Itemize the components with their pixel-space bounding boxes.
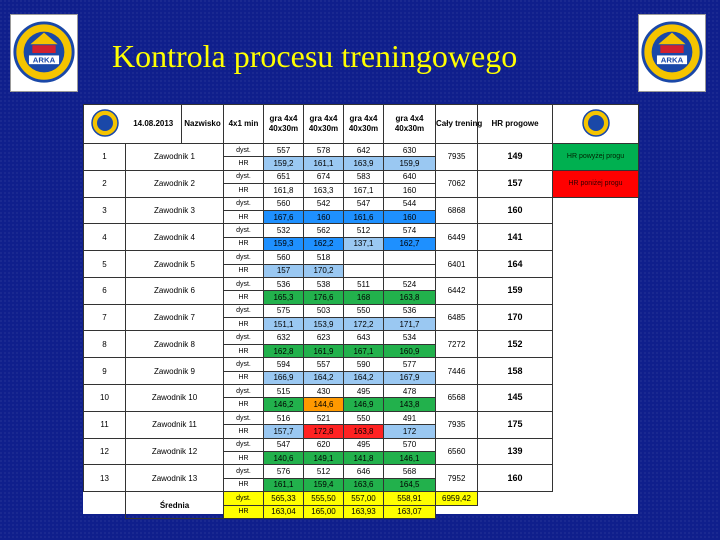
total-distance: 7952 [436,465,478,492]
row-type: HR [224,210,264,223]
total-distance: 6449 [436,224,478,251]
player-name: Zawodnik 2 [126,170,224,197]
distance-cell: 562 [304,224,344,237]
empty-cell [553,465,639,492]
distance-cell: 512 [344,224,384,237]
slide-title: Kontrola procesu treningowego [112,38,518,74]
player-number: 3 [84,197,126,224]
hr-cell: 164,2 [304,371,344,384]
empty-cell [436,505,478,518]
hr-cell: 172,2 [344,318,384,331]
hr-threshold: 157 [478,170,553,197]
distance-cell: 642 [344,144,384,157]
club-crest-icon [639,15,705,91]
total-distance: 7446 [436,358,478,385]
player-name: Zawodnik 9 [126,358,224,385]
svg-text:ARKA: ARKA [32,55,56,65]
player-number: 7 [84,304,126,331]
header-col-3: gra 4x4 40x30m [344,105,384,144]
empty-cell [553,438,639,465]
distance-cell: 674 [304,170,344,183]
table-row [84,170,639,183]
distance-cell: 503 [304,304,344,317]
distance-cell: 575 [264,304,304,317]
hr-cell: 161,1 [304,157,344,170]
player-name: Zawodnik 3 [126,197,224,224]
hr-cell: 149,1 [304,451,344,464]
player-number: 6 [84,277,126,304]
total-distance: 7062 [436,170,478,197]
distance-cell: 515 [264,385,304,398]
distance-cell: 478 [384,385,436,398]
distance-cell: 557 [264,144,304,157]
distance-cell: 570 [384,438,436,451]
hr-cell: 164,2 [344,371,384,384]
hr-cell: 170,2 [304,264,344,277]
distance-cell: 516 [264,411,304,424]
hr-cell: 157,7 [264,425,304,438]
hr-threshold: 175 [478,411,553,438]
header-type: 4x1 min [224,105,264,144]
hr-cell: 168 [344,291,384,304]
hr-cell: 159,2 [264,157,304,170]
row-type: HR [224,505,264,518]
hr-cell: 146,1 [384,451,436,464]
distance-cell: 583 [344,170,384,183]
hr-threshold: 159 [478,277,553,304]
hr-cell: 161,8 [264,184,304,197]
distance-cell: 623 [304,331,344,344]
empty-cell [553,331,639,358]
hr-threshold: 145 [478,385,553,412]
average-hr: 163,93 [344,505,384,518]
hr-cell: 162,8 [264,344,304,357]
player-name: Zawodnik 5 [126,251,224,278]
distance-cell: 646 [344,465,384,478]
total-distance: 6868 [436,197,478,224]
distance-cell: 620 [304,438,344,451]
distance-cell: 430 [304,385,344,398]
club-logo-right [638,14,706,92]
table-row [84,251,639,264]
hr-cell: 163,6 [344,478,384,491]
row-type: HR [224,264,264,277]
player-name: Zawodnik 13 [126,465,224,492]
empty-cell [84,492,126,519]
total-distance: 7935 [436,144,478,171]
club-logo-left [10,14,78,92]
hr-cell: 172,8 [304,425,344,438]
player-name: Zawodnik 12 [126,438,224,465]
distance-cell: 542 [304,197,344,210]
distance-cell: 651 [264,170,304,183]
hr-cell: 162,7 [384,237,436,250]
row-type: HR [224,291,264,304]
row-type: HR [224,184,264,197]
distance-cell: 518 [304,251,344,264]
distance-cell: 521 [304,411,344,424]
hr-threshold: 141 [478,224,553,251]
hr-threshold: 139 [478,438,553,465]
empty-cell [553,358,639,385]
distance-cell: 550 [344,411,384,424]
player-number: 9 [84,358,126,385]
average-total: 6959,42 [436,492,478,505]
average-label: Średnia [126,492,224,519]
empty-cell [553,197,639,224]
hr-threshold: 170 [478,304,553,331]
hr-cell: 172 [384,425,436,438]
hr-cell: 164,5 [384,478,436,491]
total-distance: 6568 [436,385,478,412]
hr-cell: 143,8 [384,398,436,411]
table-row [84,144,639,157]
distance-cell: 577 [384,358,436,371]
hr-cell: 176,6 [304,291,344,304]
hr-cell: 161,6 [344,210,384,223]
hr-cell: 167,9 [384,371,436,384]
empty-cell [553,385,639,412]
hr-cell: 161,1 [264,478,304,491]
club-crest-icon [581,108,611,138]
distance-cell: 547 [264,438,304,451]
total-distance: 6485 [436,304,478,331]
player-name: Zawodnik 4 [126,224,224,251]
table-row [84,224,639,237]
row-type: dyst. [224,492,264,505]
player-number: 1 [84,144,126,171]
distance-cell: 547 [344,197,384,210]
hr-threshold: 164 [478,251,553,278]
row-type: HR [224,451,264,464]
hr-cell: 146,2 [264,398,304,411]
distance-cell: 536 [384,304,436,317]
distance-cell: 576 [264,465,304,478]
row-type: HR [224,344,264,357]
distance-cell: 643 [344,331,384,344]
average-hr: 163,07 [384,505,436,518]
player-number: 5 [84,251,126,278]
distance-cell: 524 [384,277,436,290]
row-type: dyst. [224,411,264,424]
total-distance: 7272 [436,331,478,358]
row-type: HR [224,425,264,438]
row-type: dyst. [224,331,264,344]
distance-cell: 557 [304,358,344,371]
distance-cell: 560 [264,251,304,264]
row-type: dyst. [224,144,264,157]
player-name: Zawodnik 6 [126,277,224,304]
hr-cell: 167,6 [264,210,304,223]
player-name: Zawodnik 10 [126,385,224,412]
hr-cell: 159,4 [304,478,344,491]
svg-text:ARKA: ARKA [660,55,684,65]
average-distance: 565,33 [264,492,304,505]
hr-cell: 163,3 [304,184,344,197]
hr-threshold: 160 [478,465,553,492]
distance-cell: 491 [384,411,436,424]
hr-cell [344,264,384,277]
hr-cell: 137,1 [344,237,384,250]
distance-cell: 538 [304,277,344,290]
distance-cell: 495 [344,385,384,398]
hr-threshold: 158 [478,358,553,385]
total-distance: 6401 [436,251,478,278]
distance-cell: 511 [344,277,384,290]
row-type: HR [224,478,264,491]
distance-cell: 536 [264,277,304,290]
player-name: Zawodnik 11 [126,411,224,438]
table-row [84,411,639,424]
table-row [84,304,639,317]
hr-cell: 163,8 [344,425,384,438]
club-crest-icon [11,15,77,91]
hr-cell: 163,9 [344,157,384,170]
row-type: HR [224,318,264,331]
header-logo-right [553,105,639,144]
distance-cell: 568 [384,465,436,478]
hr-cell: 167,1 [344,184,384,197]
hr-threshold: 160 [478,197,553,224]
player-number: 11 [84,411,126,438]
table-row [84,331,639,344]
table-row [84,385,639,398]
empty-cell [553,277,639,304]
row-type: dyst. [224,224,264,237]
distance-cell: 495 [344,438,384,451]
player-number: 13 [84,465,126,492]
empty-cell [478,492,639,519]
row-type: HR [224,371,264,384]
player-number: 4 [84,224,126,251]
hr-cell: 166,9 [264,371,304,384]
average-distance: 557,00 [344,492,384,505]
table-row [84,438,639,451]
empty-cell [553,251,639,278]
player-number: 2 [84,170,126,197]
row-type: HR [224,157,264,170]
distance-cell: 574 [384,224,436,237]
average-hr: 165,00 [304,505,344,518]
row-type: HR [224,398,264,411]
header-hr: HR progowe [478,105,553,144]
table-row-average [84,492,639,505]
player-number: 12 [84,438,126,465]
hr-cell: 171,7 [384,318,436,331]
table-row [84,277,639,290]
hr-cell: 144,6 [304,398,344,411]
distance-cell: 632 [264,331,304,344]
total-distance: 6442 [436,277,478,304]
row-type: dyst. [224,385,264,398]
legend-above: HR powyżej progu [553,144,639,171]
table-row [84,465,639,478]
player-name: Zawodnik 1 [126,144,224,171]
hr-cell: 159,3 [264,237,304,250]
header-col-2: gra 4x4 40x30m [304,105,344,144]
hr-cell: 162,2 [304,237,344,250]
average-distance: 555,50 [304,492,344,505]
distance-cell: 630 [384,144,436,157]
hr-cell: 146,9 [344,398,384,411]
hr-cell: 141,8 [344,451,384,464]
distance-cell: 512 [304,465,344,478]
hr-cell: 157 [264,264,304,277]
player-number: 10 [84,385,126,412]
hr-cell: 165,3 [264,291,304,304]
row-type: dyst. [224,197,264,210]
hr-threshold: 149 [478,144,553,171]
row-type: dyst. [224,358,264,371]
table-row [84,197,639,210]
distance-cell: 532 [264,224,304,237]
training-table-sheet [83,104,638,517]
training-table [83,104,639,519]
row-type: dyst. [224,251,264,264]
player-name: Zawodnik 8 [126,331,224,358]
average-distance: 558,91 [384,492,436,505]
distance-cell: 534 [384,331,436,344]
hr-cell: 160 [304,210,344,223]
header-total: Cały trening [436,105,478,144]
hr-cell [384,264,436,277]
hr-cell: 167,1 [344,344,384,357]
header-name: Nazwisko [182,105,224,144]
distance-cell: 590 [344,358,384,371]
table-header-row [84,105,639,144]
hr-cell: 153,9 [304,318,344,331]
header-date [84,105,126,144]
hr-cell: 140,6 [264,451,304,464]
distance-cell: 550 [344,304,384,317]
hr-cell: 160,9 [384,344,436,357]
header-date-value: 14.08.2013 [126,105,182,144]
distance-cell [344,251,384,264]
hr-cell: 160 [384,184,436,197]
total-distance: 6560 [436,438,478,465]
hr-cell: 161,9 [304,344,344,357]
legend-below: HR poniżej progu [553,170,639,197]
hr-cell: 163,8 [384,291,436,304]
table-row [84,358,639,371]
hr-threshold: 152 [478,331,553,358]
row-type: HR [224,237,264,250]
header-col-1: gra 4x4 40x30m [264,105,304,144]
row-type: dyst. [224,277,264,290]
player-name: Zawodnik 7 [126,304,224,331]
distance-cell: 640 [384,170,436,183]
row-type: dyst. [224,170,264,183]
header-col-4: gra 4x4 40x30m [384,105,436,144]
hr-cell: 151,1 [264,318,304,331]
hr-cell: 159,9 [384,157,436,170]
row-type: dyst. [224,465,264,478]
average-hr: 163,04 [264,505,304,518]
distance-cell: 560 [264,197,304,210]
distance-cell: 544 [384,197,436,210]
club-crest-icon [90,108,120,138]
distance-cell [384,251,436,264]
row-type: dyst. [224,438,264,451]
empty-cell [553,224,639,251]
hr-cell: 160 [384,210,436,223]
distance-cell: 594 [264,358,304,371]
empty-cell [553,411,639,438]
distance-cell: 578 [304,144,344,157]
total-distance: 7935 [436,411,478,438]
empty-cell [553,304,639,331]
row-type: dyst. [224,304,264,317]
player-number: 8 [84,331,126,358]
